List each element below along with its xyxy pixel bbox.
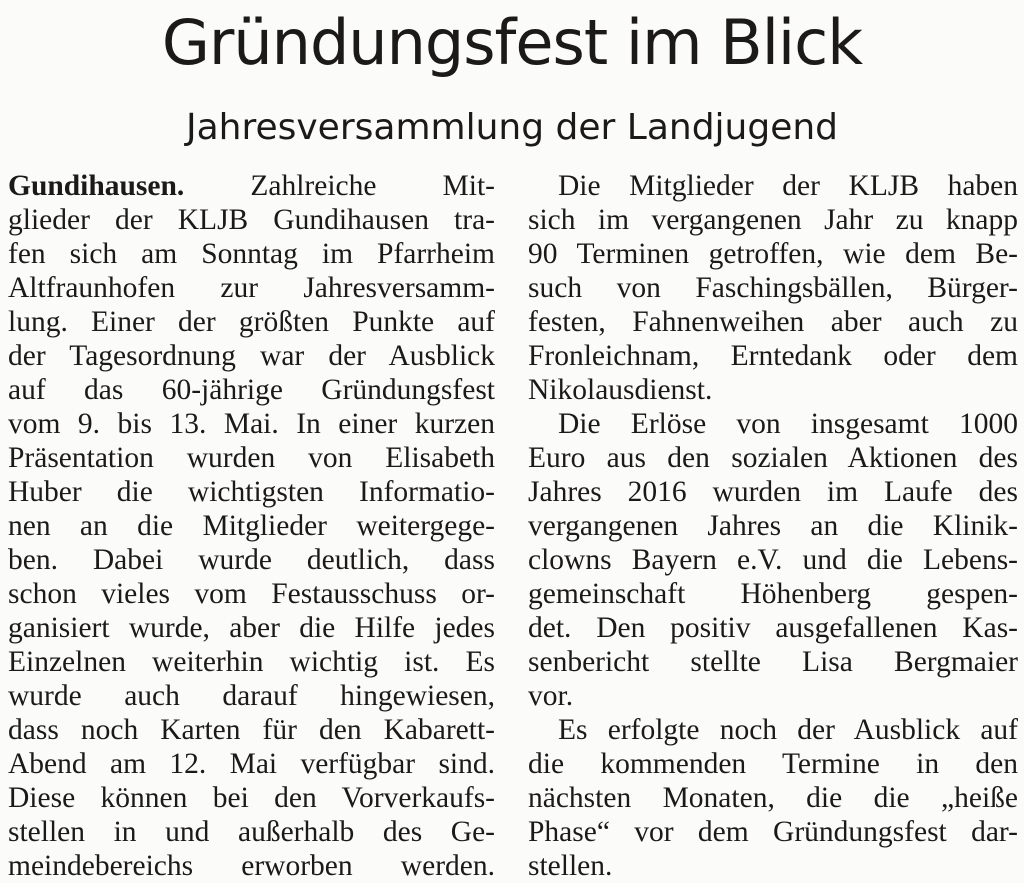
headline: Gründungsfest im Blick xyxy=(161,6,863,79)
article-line: Die Mitglieder der KLJB haben xyxy=(558,170,1018,202)
article-line: fen sich am Sonntag im Pfarrheim xyxy=(8,238,495,270)
article-line: dass noch Karten für den Kabarett- xyxy=(8,714,495,746)
article-line: schon vieles vom Festausschuss or- xyxy=(8,578,495,610)
article-line: die kommenden Termine in den xyxy=(528,748,1018,780)
article-line: Präsentation wurden von Elisabeth xyxy=(8,442,495,474)
article-line: Es erfolgte noch der Ausblick auf xyxy=(558,714,1018,746)
article-line: Huber die wichtigsten Informatio- xyxy=(8,476,495,508)
article-line: ben. Dabei wurde deutlich, dass xyxy=(8,544,495,576)
article-line: glieder der KLJB Gundihausen tra- xyxy=(8,204,495,236)
article-line: vor. xyxy=(528,680,574,712)
article-line: senbericht stellte Lisa Bergmaier xyxy=(528,646,1018,678)
article-column-left xyxy=(8,169,495,883)
article-line: 90 Terminen getroffen, wie dem Be- xyxy=(528,238,1018,270)
article-line: ganisiert wurde, aber die Hilfe jedes xyxy=(8,612,495,644)
article-line: auf das 60-jährige Gründungsfest xyxy=(8,374,495,406)
article-column-right xyxy=(528,169,1018,883)
article-line: Einzelnen weiterhin wichtig ist. Es xyxy=(8,646,495,678)
article-line: Fronleichnam, Erntedank oder dem xyxy=(528,340,1018,372)
article-line: Jahres 2016 wurden im Laufe des xyxy=(528,476,1018,508)
article-line: nen an die Mitglieder weitergege- xyxy=(8,510,495,542)
article-line: Euro aus den sozialen Aktionen des xyxy=(528,442,1018,474)
article-line: clowns Bayern e.V. und die Lebens- xyxy=(528,544,1018,576)
article-line: wurde auch darauf hingewiesen, xyxy=(8,680,495,712)
article-line: Nikolausdienst. xyxy=(528,374,713,406)
article-line: stellen in und außerhalb des Ge- xyxy=(8,816,495,848)
article-line: det. Den positiv ausgefallenen Kas- xyxy=(528,612,1018,644)
article-line: gemeinschaft Höhenberg gespen- xyxy=(528,578,1018,610)
article-line: Phase“ vor dem Gründungsfest dar- xyxy=(528,816,1018,848)
article-line: Diese können bei den Vorverkaufs- xyxy=(8,782,495,814)
article-line: Gundihausen. Zahlreiche Mit- xyxy=(8,170,495,202)
article-line: such von Faschingsbällen, Bürger- xyxy=(528,272,1018,304)
article-line: Abend am 12. Mai verfügbar sind. xyxy=(8,748,495,780)
article-line: nächsten Monaten, die die „heiße xyxy=(528,782,1018,814)
subheadline: Jahresversammlung der Landjugend xyxy=(185,107,839,148)
article-line: der Tagesordnung war der Ausblick xyxy=(8,340,495,372)
article-line: lung. Einer der größten Punkte auf xyxy=(8,306,495,338)
article-line: sich im vergangenen Jahr zu knapp xyxy=(528,204,1018,236)
article-line: Die Erlöse von insgesamt 1000 xyxy=(558,408,1018,440)
article-line: stellen. xyxy=(528,850,613,882)
article-line: vergangenen Jahres an die Klinik- xyxy=(528,510,1018,542)
article-line: festen, Fahnenweihen aber auch zu xyxy=(528,306,1018,338)
article-line: vom 9. bis 13. Mai. In einer kurzen xyxy=(8,408,495,440)
article-line: meindebereichs erworben werden. xyxy=(8,850,495,882)
article-line: Altfraunhofen zur Jahresversamm- xyxy=(8,272,495,304)
dateline: Gundihausen. xyxy=(8,170,185,202)
